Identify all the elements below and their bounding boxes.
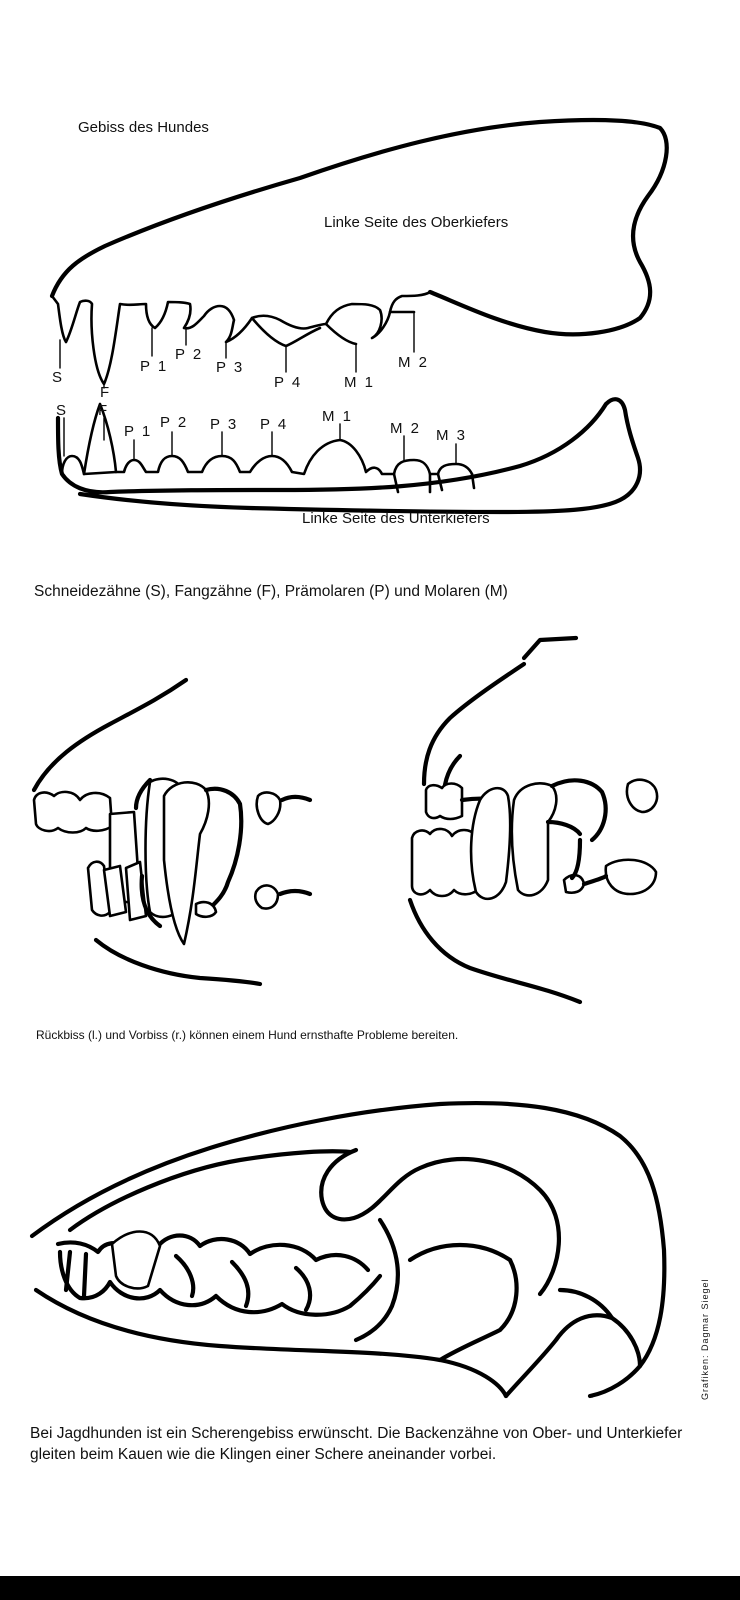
upper-label-p4: P 4: [274, 374, 303, 391]
upper-jaw-label: Linke Seite des Oberkiefers: [324, 214, 509, 231]
lower-label-m1: M 1: [322, 408, 354, 425]
upper-label-f: F: [100, 384, 112, 401]
lower-label-s: S: [56, 402, 69, 419]
upper-label-m1: M 1: [344, 374, 376, 391]
upper-label-p1: P 1: [140, 358, 169, 375]
upper-label-m2: M 2: [398, 354, 430, 371]
credit-label: Grafiken: Dagmar Siegel: [700, 1278, 710, 1400]
lower-jaw-label: Linke Seite des Unterkiefers: [302, 510, 490, 527]
lower-label-p3: P 3: [210, 416, 239, 433]
lower-label-f: F: [98, 402, 110, 419]
lower-label-m2: M 2: [390, 420, 422, 437]
lower-label-p2: P 2: [160, 414, 189, 431]
legend-caption: Schneidezähne (S), Fangzähne (F), Prämolaren (P) und Molaren (M): [34, 583, 508, 600]
lower-label-m3: M 3: [436, 427, 468, 444]
lower-label-p4: P 4: [260, 416, 289, 433]
upper-label-p2: P 2: [175, 346, 204, 363]
upper-label-p3: P 3: [216, 359, 245, 376]
upper-label-s: S: [52, 369, 65, 386]
bottom-border: [0, 1576, 740, 1600]
bite-caption: Rückbiss (l.) und Vorbiss (r.) können einem Hund ernsthafte Probleme bereiten.: [36, 1028, 459, 1042]
diagram-title: Gebiss des Hundes: [78, 119, 209, 136]
skull-drawing: [32, 1103, 664, 1396]
scissor-bite-caption: Bei Jagdhunden ist ein Scherengebiss erwünscht. Die Backenzähne von Ober- und Unterkiefer gleiten beim Kauen wie die Klingen einer Schere aneinander vorbei.: [30, 1425, 683, 1463]
lower-label-p1: P 1: [124, 423, 153, 440]
